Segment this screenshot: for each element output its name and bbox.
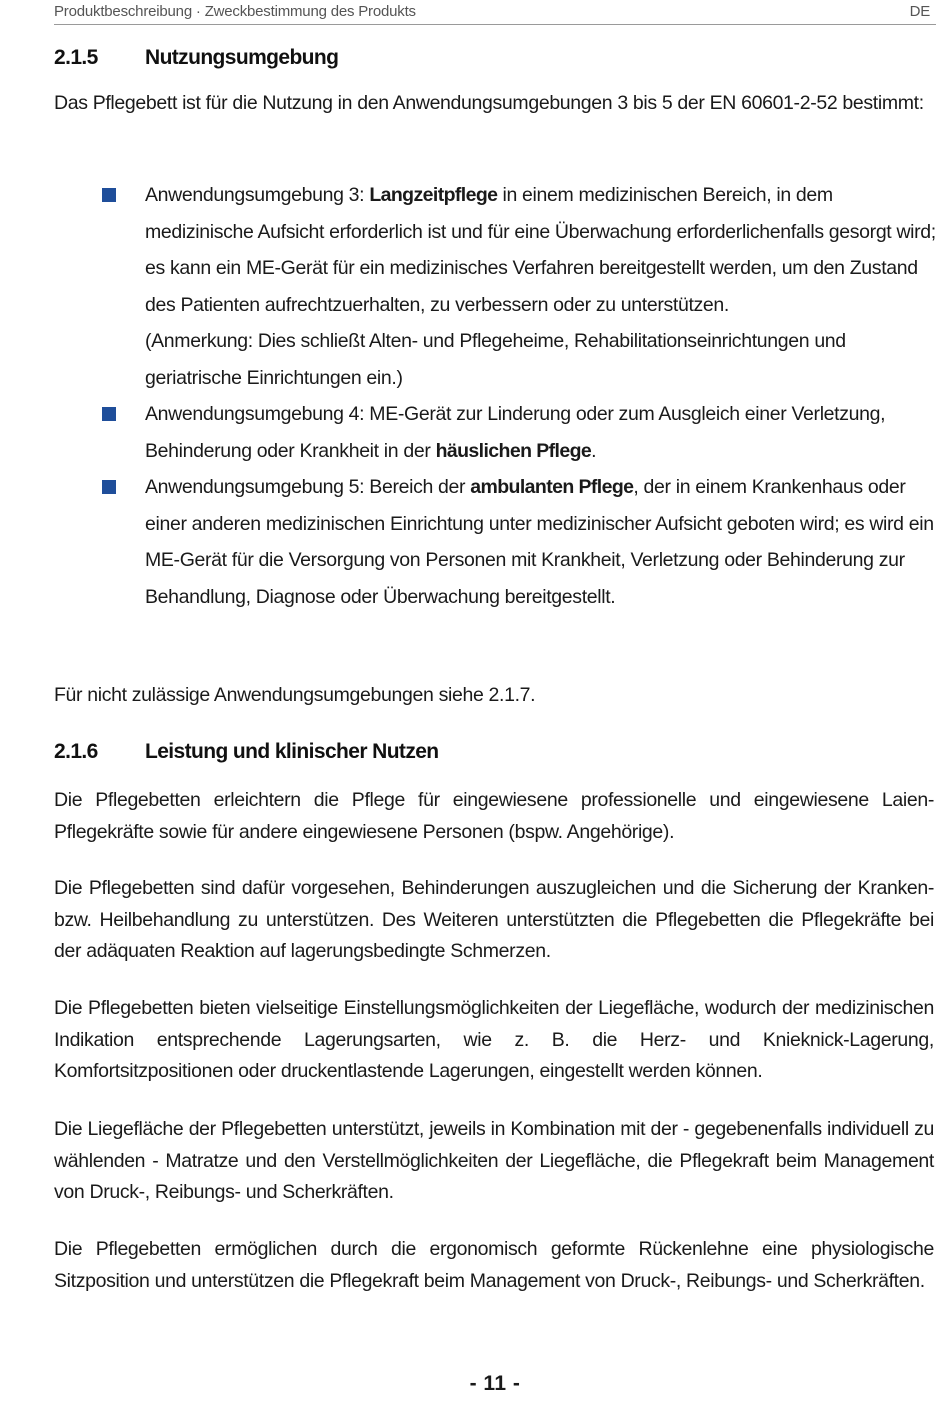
- header-title: Produktbeschreibung · Zweckbestimmung des Produkts: [54, 3, 416, 20]
- section-title: Nutzungsumgebung: [145, 46, 339, 69]
- body-paragraph: Die Pflegebetten sind dafür vorgesehen, Behinderungen auszugleichen und die Sicherung der Kranken- bzw. Heilbehandlung zu unterstützen. Des Weiteren unterstützten die Pflegebetten die Pflegekräfte bei der adäquaten Reaktion auf lagerungsbedingte Schmerzen.: [54, 877, 934, 962]
- emphasis: häuslichen Pflege: [435, 439, 592, 462]
- body-paragraph: Die Pflegebetten erleichtern die Pflege für eingewiesene professionelle und eingewiesene Laien-Pflegekräfte sowie für andere eingewiesene Personen (bspw. Angehörige).: [54, 789, 934, 843]
- body-paragraph: Die Pflegebetten bieten vielseitige Einstellungsmöglichkeiten der Liegefläche, wodurch der medizinischen Indikation entsprechende Lagerungsarten, wie z. B. die Herz- und Knieknick-Lagerung, Komfortsitzpositionen oder druckentlastende Lagerungen, eingestellt werden können.: [54, 997, 934, 1082]
- list-item: Anwendungsumgebung 4: ME-Gerät zur Linderung oder zum Ausgleich einer Verletzung, Behinderung oder Krankheit in der häuslichen Pflege.: [102, 396, 940, 469]
- bullet-square-icon: [102, 188, 116, 202]
- body-paragraph: Die Liegefläche der Pflegebetten unterstützt, jeweils in Kombination mit der - gegebenenfalls individuell zu wählenden - Matratze und den Verstellmöglichkeiten der Liegefläche, die Pflegekraft beim Management von Druck-, Reibungs- und Scherkräften.: [54, 1118, 934, 1203]
- environment-list: [102, 177, 940, 615]
- section-heading-2-1-5: [54, 46, 338, 70]
- body-paragraph: Die Pflegebetten ermöglichen durch die ergonomisch geformte Rückenlehne eine physiologische Sitzposition und unterstützen die Pflegekraft beim Management von Druck-, Reibungs- und Scherkräften.: [54, 1238, 934, 1292]
- list-item-note: (Anmerkung: Dies schließt Alten- und Pflegeheime, Rehabilitationseinrichtungen und geriatrische Einrichtungen ein.): [145, 330, 846, 389]
- list-item: Anwendungsumgebung 3: Langzeitpflege in einem medizinischen Bereich, in dem medizinische Aufsicht erforderlich ist und für eine Überwachung erforderlichenfalls gesorgt wird; es kann ein ME-Gerät für ein medizinisches Verfahren bereitgestellt werden, um den Zustand des Patienten aufrechtzuerhalten, zu verbessern oder zu unterstützen. (Anmerkung: Dies schließt Alten- und Pflegeheime, Rehabilitationseinrichtungen und geriatrische Einrichtungen ein.): [102, 177, 940, 396]
- intro-paragraph: Das Pflegebett ist für die Nutzung in den Anwendungsumgebungen 3 bis 5 der EN 60601-2-52 bestimmt:: [54, 92, 924, 114]
- cross-reference-paragraph: Für nicht zulässige Anwendungsumgebungen siehe 2.1.7.: [54, 684, 536, 706]
- section-number: 2.1.6: [54, 740, 98, 763]
- bullet-square-icon: [102, 407, 116, 421]
- header-language: DE: [909, 3, 930, 20]
- section-number: 2.1.5: [54, 46, 98, 69]
- section-title: Leistung und klinischer Nutzen: [145, 740, 439, 763]
- page-number: - 11 -: [469, 1372, 521, 1395]
- emphasis: ambulanten Pflege: [470, 476, 634, 498]
- section-heading-2-1-6: [54, 740, 439, 764]
- bullet-square-icon: [102, 480, 116, 494]
- document-page: [54, 0, 936, 1404]
- list-item: Anwendungsumgebung 5: Bereich der ambulanten Pflege, der in einem Krankenhaus oder einer anderen medizinischen Einrichtung unter medizinischer Aufsicht geboten wird; es wird ein ME-Gerät für die Versorgung von Personen mit Krankheit, Verletzung oder Behinderung zur Behandlung, Diagnose oder Überwachung bereitgestellt.: [102, 469, 940, 615]
- running-header: [54, 2, 936, 25]
- emphasis: Langzeitpflege: [369, 184, 498, 206]
